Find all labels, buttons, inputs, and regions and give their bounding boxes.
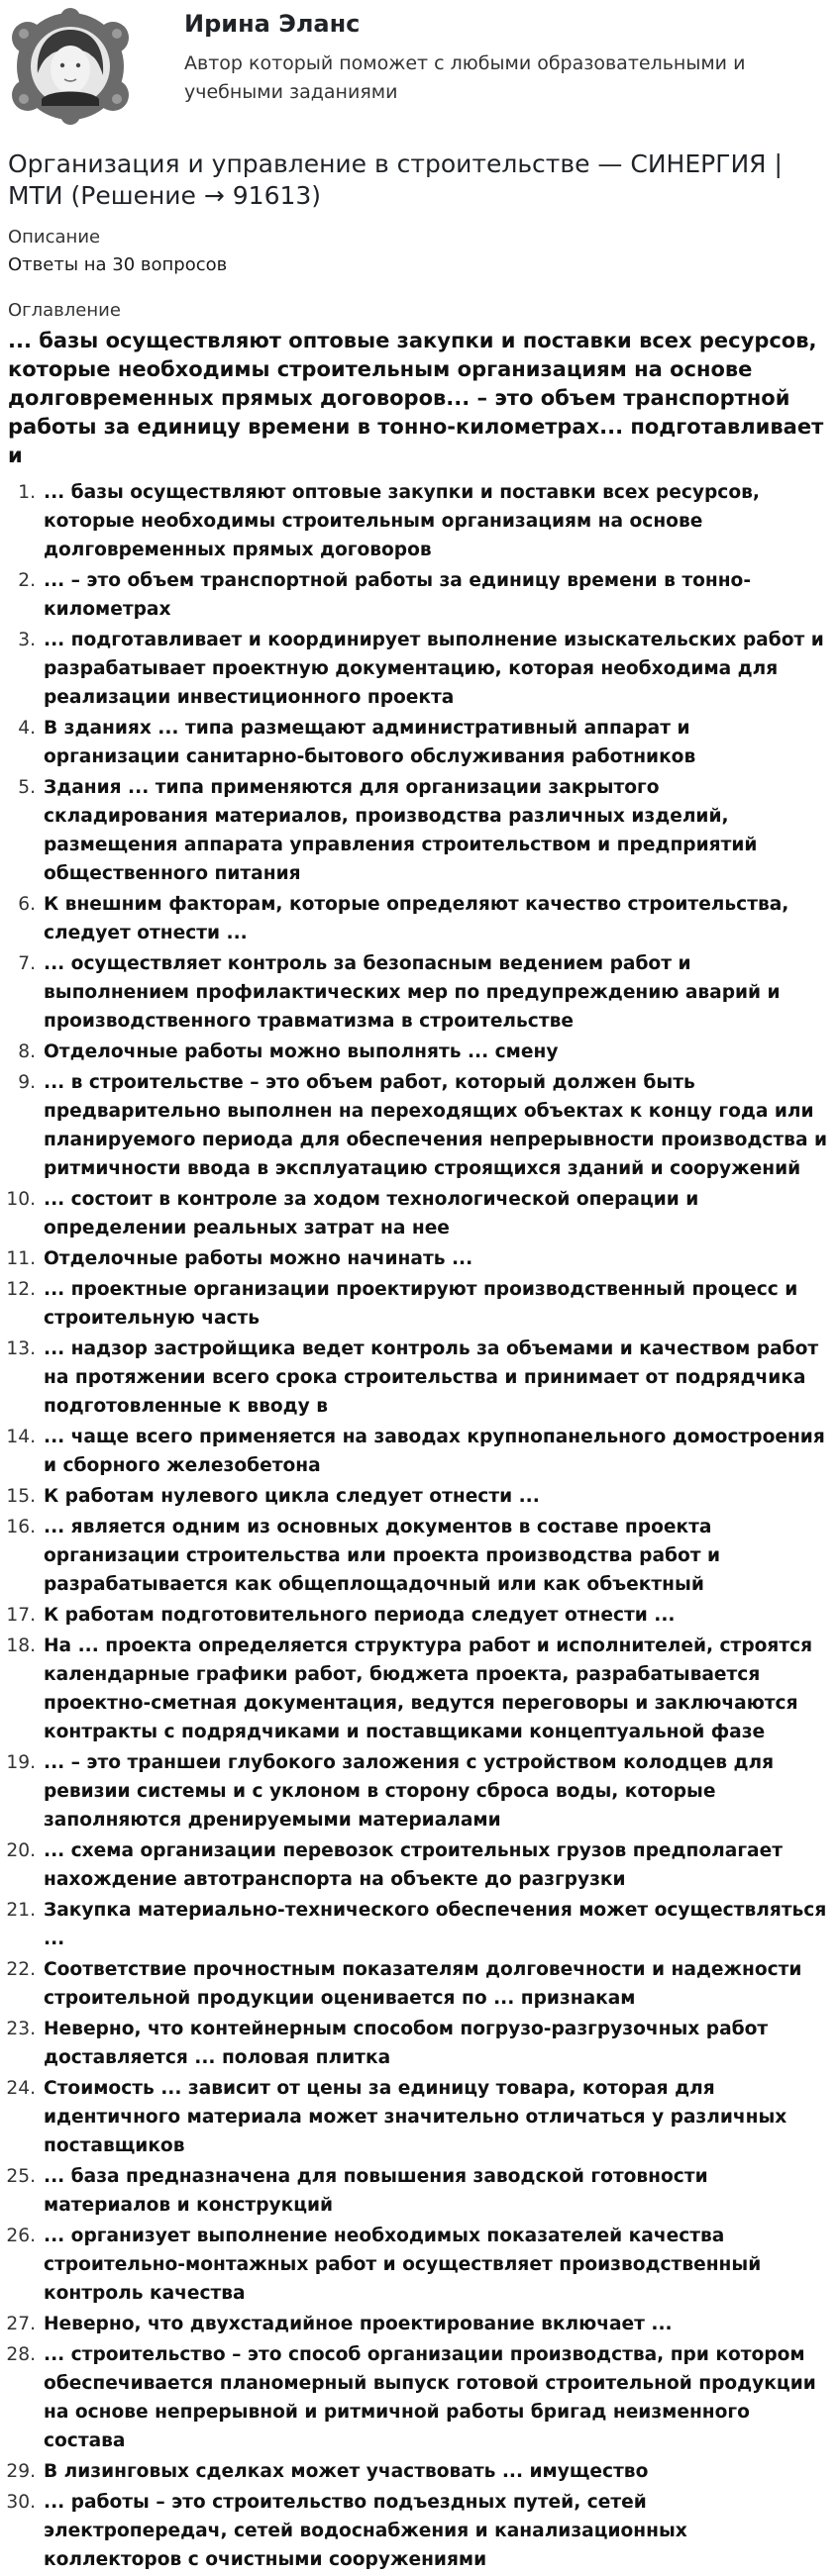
list-item[interactable] bbox=[6, 1335, 827, 1421]
question-number: 27. bbox=[6, 2314, 36, 2334]
list-item[interactable] bbox=[6, 1244, 827, 1273]
question-number: 1. bbox=[18, 482, 36, 503]
question-text: К работам подготовительного периода следует отнести ... bbox=[44, 1605, 676, 1626]
list-item[interactable] bbox=[6, 2074, 827, 2160]
question-number: 22. bbox=[6, 1959, 36, 1980]
question-text: В лизинговых сделках может участвовать ... имущество bbox=[44, 2461, 649, 2482]
list-item[interactable] bbox=[18, 626, 827, 712]
question-number: 23. bbox=[6, 2019, 36, 2039]
list-item[interactable] bbox=[6, 2310, 827, 2338]
question-number: 3. bbox=[18, 630, 36, 650]
list-item[interactable] bbox=[18, 1038, 827, 1066]
question-text: Закупка материально-технического обеспечения может осуществляться ... bbox=[44, 1900, 827, 1949]
question-text: Здания ... типа применяются для организации закрытого складирования материалов, производства различных изделий, размещения аппарата управления строительством и предприятий общественного питания bbox=[44, 777, 758, 884]
question-text: ... базы осуществляют оптовые закупки и поставки всех ресурсов, которые необходимы строительным организациям на основе долговременных прямых договоров bbox=[44, 482, 760, 560]
question-text: ... – это траншеи глубокого заложения с устройством колодцев для ревизии системы и с уклоном в сторону сброса воды, которые заполняются дренируемыми материалами bbox=[44, 1752, 775, 1831]
question-number: 2. bbox=[18, 570, 36, 591]
list-item[interactable] bbox=[18, 949, 827, 1036]
question-number: 17. bbox=[6, 1605, 36, 1626]
list-item[interactable] bbox=[6, 1482, 827, 1511]
list-item[interactable] bbox=[6, 1836, 827, 1894]
question-number: 13. bbox=[6, 1338, 36, 1359]
question-number: 19. bbox=[6, 1752, 36, 1773]
toc-heading: ... базы осуществляют оптовые закупки и поставки всех ресурсов, которые необходимы строительным организациям на основе долговременных прямых договоров... – это объем транспортной работы за единицу времени в тонно-километрах... подготавливает и bbox=[8, 329, 824, 467]
question-text: На ... проекта определяется структура работ и исполнителей, строятся календарные графики работ, бюджета проекта, разрабатывается проектно-сметная документация, ведутся переговоры и заключаются контракты с подрядчиками и поставщиками концептуальной фазе bbox=[44, 1635, 813, 1742]
list-item[interactable] bbox=[6, 1513, 827, 1599]
list-item[interactable] bbox=[6, 1185, 827, 1242]
question-text: ... в строительстве – это объем работ, который должен быть предварительно выполнен на переходящих объектах к концу года или планируемого периода для обеспечения непрерывности производства и ритмичности ввода в эксплуатацию строящихся зданий и сооружений bbox=[44, 1072, 827, 1179]
question-text: ... является одним из основных документов в составе проекта организации строительства или проекта производства работ и разрабатывается как общеплощадочный или как объектный bbox=[44, 1517, 721, 1595]
question-text: ... база предназначена для повышения заводской готовности материалов и конструкций bbox=[44, 2166, 708, 2216]
list-item[interactable] bbox=[18, 714, 827, 771]
list-item[interactable] bbox=[6, 1896, 827, 1953]
list-item[interactable] bbox=[18, 890, 827, 947]
question-text: ... состоит в контроле за ходом технологической операции и определении реальных затрат на нее bbox=[44, 1189, 699, 1238]
question-text: Стоимость ... зависит от цены за единицу товара, которая для идентичного материала может значительно отличаться у различных поставщиков bbox=[44, 2078, 787, 2156]
page-title: Организация и управление в строительстве — СИНЕРГИЯ | МТИ (Решение → 91613) bbox=[8, 149, 783, 210]
question-text: Отделочные работы можно начинать ... bbox=[44, 1248, 473, 1269]
question-number: 20. bbox=[6, 1840, 36, 1861]
list-item[interactable] bbox=[6, 2457, 827, 2486]
question-number: 4. bbox=[18, 718, 36, 739]
question-number: 5. bbox=[18, 777, 36, 798]
question-number: 29. bbox=[6, 2461, 36, 2482]
question-number: 14. bbox=[6, 1427, 36, 1447]
list-item[interactable] bbox=[6, 1748, 827, 1834]
question-text: К внешним факторам, которые определяют качество строительства, следует отнести ... bbox=[44, 894, 789, 943]
list-item[interactable] bbox=[6, 2488, 827, 2574]
question-text: ... – это объем транспортной работы за единицу времени в тонно-километрах bbox=[44, 570, 752, 620]
list-item[interactable] bbox=[6, 1955, 827, 2013]
list-item[interactable] bbox=[18, 566, 827, 624]
list-item[interactable] bbox=[6, 1601, 827, 1630]
question-number: 24. bbox=[6, 2078, 36, 2099]
question-text: В зданиях ... типа размещают административный аппарат и организации санитарно-бытового обслуживания работников bbox=[44, 718, 696, 767]
list-item[interactable] bbox=[6, 2222, 827, 2308]
list-item[interactable] bbox=[18, 1068, 827, 1183]
question-number: 12. bbox=[6, 1279, 36, 1300]
question-number: 21. bbox=[6, 1900, 36, 1921]
question-number: 18. bbox=[6, 1635, 36, 1656]
question-text: ... строительство – это способ организации производства, при котором обеспечивается планомерный выпуск готовой строительной продукции на основе непрерывной и ритмичной работы бригад неизменного состава bbox=[44, 2344, 816, 2451]
question-number: 6. bbox=[18, 894, 36, 915]
question-number: 28. bbox=[6, 2344, 36, 2365]
list-item[interactable] bbox=[6, 1423, 827, 1480]
avatar[interactable] bbox=[8, 8, 133, 125]
question-text: Отделочные работы можно выполнять ... смену bbox=[44, 1041, 559, 1062]
question-number: 10. bbox=[6, 1189, 36, 1210]
question-number: 8. bbox=[18, 1041, 36, 1062]
list-item[interactable] bbox=[6, 2015, 827, 2072]
question-text: К работам нулевого цикла следует отнести ... bbox=[44, 1486, 540, 1507]
author-description: Автор который поможет с любыми образовательными и учебными заданиями bbox=[184, 52, 746, 103]
list-item[interactable] bbox=[6, 2162, 827, 2220]
question-number: 9. bbox=[18, 1072, 36, 1093]
author-block bbox=[0, 0, 839, 139]
question-text: ... надзор застройщика ведет контроль за объемами и качеством работ на протяжении всего срока строительства и принимает от подрядчика подготовленные к вводу в bbox=[44, 1338, 819, 1417]
question-text: ... осуществляет контроль за безопасным ведением работ и выполнением профилактических мер по предупреждению аварий и производственного травматизма в строительстве bbox=[44, 953, 781, 1032]
question-number: 16. bbox=[6, 1517, 36, 1537]
question-number: 15. bbox=[6, 1486, 36, 1507]
description-text: Ответы на 30 вопросов bbox=[8, 254, 228, 275]
question-text: ... организует выполнение необходимых показателей качества строительно-монтажных работ и осуществляет производственный контроль качества bbox=[44, 2226, 762, 2304]
question-number: 25. bbox=[6, 2166, 36, 2187]
question-number: 26. bbox=[6, 2226, 36, 2246]
list-item[interactable] bbox=[18, 773, 827, 888]
list-item[interactable] bbox=[6, 1632, 827, 1746]
question-number: 7. bbox=[18, 953, 36, 974]
description-label: Описание bbox=[8, 227, 101, 248]
question-number: 30. bbox=[6, 2492, 36, 2513]
question-text: Неверно, что двухстадийное проектирование включает ... bbox=[44, 2314, 673, 2334]
question-text: ... схема организации перевозок строительных грузов предполагает нахождение автотранспорта на объекте до разгрузки bbox=[44, 1840, 783, 1890]
list-item[interactable] bbox=[18, 478, 827, 564]
question-text: ... подготавливает и координирует выполнение изыскательских работ и разрабатывает проектную документацию, которая необходима для реализации инвестиционного проекта bbox=[44, 630, 824, 708]
list-item[interactable] bbox=[6, 1275, 827, 1333]
question-list bbox=[0, 478, 839, 2574]
question-text: ... работы – это строительство подъездных путей, сетей электропередач, сетей водоснабжения и канализационных коллекторов с очистными сооружениями bbox=[44, 2492, 687, 2570]
question-text: ... чаще всего применяется на заводах крупнопанельного домостроения и сборного железобетона bbox=[44, 1427, 825, 1476]
question-text: Соответствие прочностным показателям долговечности и надежности строительной продукции оценивается по ... признакам bbox=[44, 1959, 802, 2009]
question-text: ... проектные организации проектируют производственный процесс и строительную часть bbox=[44, 1279, 798, 1329]
question-text: Неверно, что контейнерным способом погрузо-разгрузочных работ доставляется ... половая плитка bbox=[44, 2019, 769, 2068]
list-item[interactable] bbox=[6, 2340, 827, 2455]
toc-label: Оглавление bbox=[8, 300, 121, 321]
question-number: 11. bbox=[6, 1248, 36, 1269]
author-name[interactable]: Ирина Эланс bbox=[184, 10, 361, 38]
